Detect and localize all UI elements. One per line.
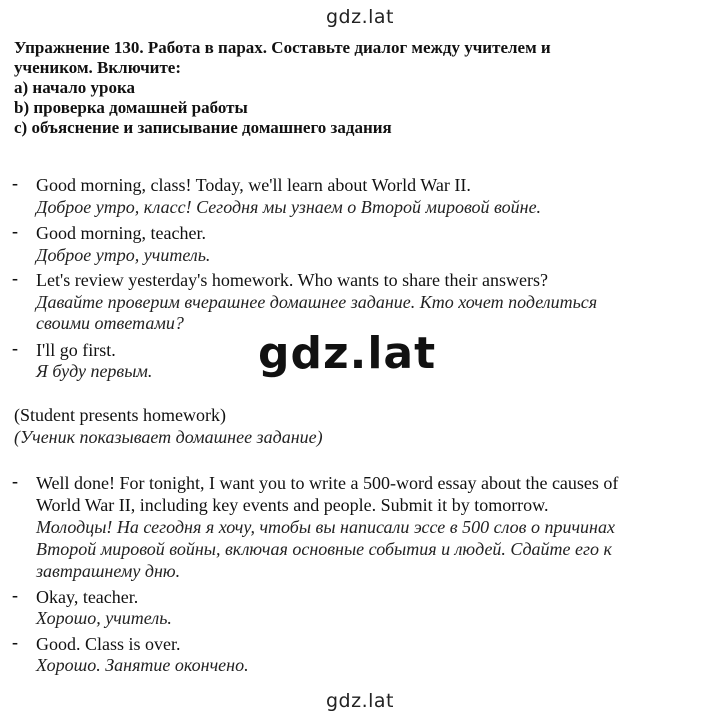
dialog-line-en: Okay, teacher. bbox=[36, 587, 139, 607]
dialog-line-ru: Доброе утро, учитель. bbox=[36, 245, 211, 265]
task-item-a: a) начало урока bbox=[14, 78, 136, 97]
dialog-line-en: Good. Class is over. bbox=[36, 634, 181, 654]
dialog-dash: - bbox=[12, 585, 18, 605]
dialog-dash: - bbox=[12, 268, 18, 288]
task-item-c: c) объяснение и записывание домашнего задания bbox=[14, 118, 392, 137]
dialog-line-ru: завтрашнему дню. bbox=[36, 561, 181, 581]
task-heading bbox=[14, 38, 714, 138]
dialog-line-en: Well done! For tonight, I want you to write a 500-word essay about the causes of bbox=[36, 473, 619, 493]
dialog-line-ru: Хорошо, учитель. bbox=[36, 608, 172, 628]
dialog-dash: - bbox=[12, 632, 18, 652]
dialog-line-ru: Давайте проверим вчерашнее домашнее задание. Кто хочет поделиться bbox=[36, 292, 598, 312]
dialog-line-en: Let's review yesterday's homework. Who wants to share their answers? bbox=[36, 270, 548, 290]
dialog-line-en: World War II, including key events and people. Submit it by tomorrow. bbox=[36, 495, 549, 515]
dialog-line-ru: Молодцы! На сегодня я хочу, чтобы вы написали эссе в 500 слов о причинах bbox=[36, 517, 615, 537]
task-title-line1: Упражнение 130. Работа в парах. Составьте диалог между учителем и bbox=[14, 38, 551, 57]
dialog-dash: - bbox=[12, 173, 18, 193]
dialog-line-ru: Доброе утро, класс! Сегодня мы узнаем о Второй мировой войне. bbox=[36, 197, 542, 217]
dialog-line-en: I'll go first. bbox=[36, 340, 116, 360]
dialog-dash: - bbox=[12, 221, 18, 241]
dialog-line-ru: Хорошо. Занятие окончено. bbox=[36, 655, 249, 675]
dialog-line-en: Good morning, class! Today, we'll learn about World War II. bbox=[36, 175, 471, 195]
stage-direction-en: (Student presents homework) bbox=[14, 405, 226, 425]
dialog-line-ru: Я буду первым. bbox=[36, 361, 153, 381]
task-item-b: b) проверка домашней работы bbox=[14, 98, 248, 117]
dialog-line-en: Good morning, teacher. bbox=[36, 223, 206, 243]
dialog-dash: - bbox=[12, 338, 18, 358]
watermark-bottom: gdz.lat bbox=[325, 690, 394, 712]
task-title-line2: учеником. Включите: bbox=[14, 58, 182, 77]
dialog-dash: - bbox=[12, 471, 18, 491]
dialog-line-ru: Второй мировой войны, включая основные события и людей. Сдайте его к bbox=[36, 539, 612, 559]
dialog-line-ru: своими ответами? bbox=[36, 313, 184, 333]
watermark-top: gdz.lat bbox=[325, 6, 394, 28]
watermark-center: gdz.lat bbox=[258, 328, 437, 379]
stage-direction-ru: (Ученик показывает домашнее задание) bbox=[14, 427, 323, 447]
